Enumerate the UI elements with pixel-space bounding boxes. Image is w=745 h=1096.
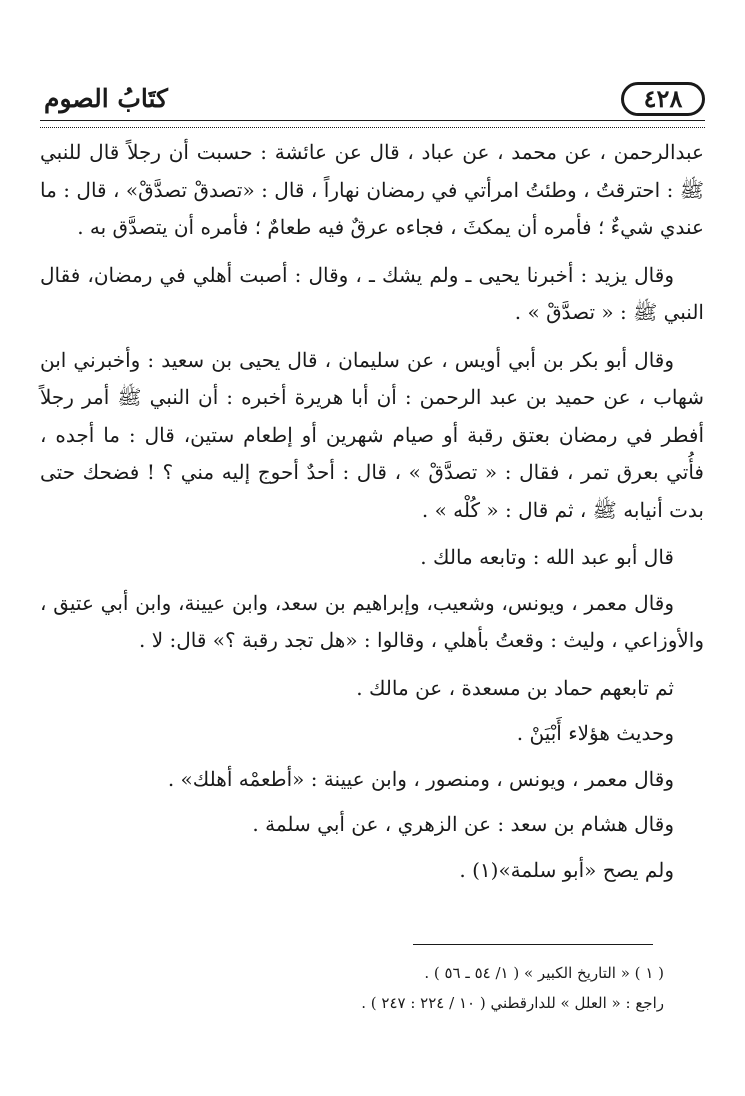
- header-rule: [40, 120, 705, 128]
- paragraph-2: وقال يزيد : أخبرنا يحيى ـ ولم يشك ـ ، وقال : أصبت أهلي في رمضان، فقال النبي ﷺ : « تصدَّقْ » .: [40, 262, 704, 324]
- paragraph-9: وقال هشام بن سعد : عن الزهري ، عن أبي سلمة .: [252, 812, 674, 836]
- footnote-1: ( ١ ) « التاريخ الكبير » ( ١/ ٥٤ ـ ٥٦ ) .: [424, 964, 664, 982]
- paragraph-6: ثم تابعهم حماد بن مسعدة ، عن مالك .: [356, 675, 674, 700]
- footnote-2: راجع : « العلل » للدارقطني ( ١٠ / ٢٢٤ : ٢٤٧ ) .: [361, 994, 664, 1012]
- page-header: [40, 78, 705, 124]
- paragraph-10: ولم يصح «أبو سلمة»(١) .: [459, 857, 674, 882]
- paragraph-3: وقال أبو بكر بن أبي أويس ، عن سليمان ، قال يحيى بن سعيد : وأخبرني ابن شهاب ، عن حميد بن عبد الرحمن : أن أبا هريرة أخبره : أن النبي ﷺ أمر رجلاً أفطر في رمضان بعتق رقبة أو صيام شهرين أو إطعام ستين، قال : ما أجده ، فأُتي بعرق تمر ، فقال : « تصدَّقْ » ، قال : أحدٌ أحوج إليه مني ؟ ! فضحك حتى بدت أنيابه ﷺ ، ثم قال : « كُلْه » .: [40, 347, 704, 522]
- paragraph-1: عبدالرحمن ، عن محمد ، عن عباد ، قال عن عائشة : حسبت أن رجلاً قال للنبي ﷺ : احترقتُ ، وطئتُ امرأتي في رمضان نهاراً ، قال : «تصدقْ تصدَّقْ» ، قال : ما عندي شيءٌ ؛ فأمره أن يمكثَ ، فجاءه عرقٌ فيه طعامٌ ؛ فأمره أن يتصدَّق به .: [40, 140, 704, 239]
- main-text: [40, 134, 704, 897]
- paragraph-7: وحديث هؤلاء أَبْيَنْ .: [516, 721, 674, 745]
- chapter-title: كتَابُ الصوم: [44, 84, 168, 113]
- footnote-separator: [413, 944, 653, 945]
- paragraph-5: وقال معمر ، ويونس، وشعيب، وإبراهيم بن سعد، وابن عيينة، وابن أبي عتيق ، والأوزاعي ، وليث : وقعتُ بأهلي ، وقالوا : «هل تجد رقبة ؟» قال: لا .: [40, 590, 704, 652]
- paragraph-4: قال أبو عبد الله : وتابعه مالك .: [420, 545, 674, 569]
- footnotes: [40, 958, 664, 1018]
- paragraph-8: وقال معمر ، ويونس ، ومنصور ، وابن عيينة : «أطعمْه أهلك» .: [167, 766, 674, 791]
- page-number-badge: ٤٢٨: [621, 82, 705, 116]
